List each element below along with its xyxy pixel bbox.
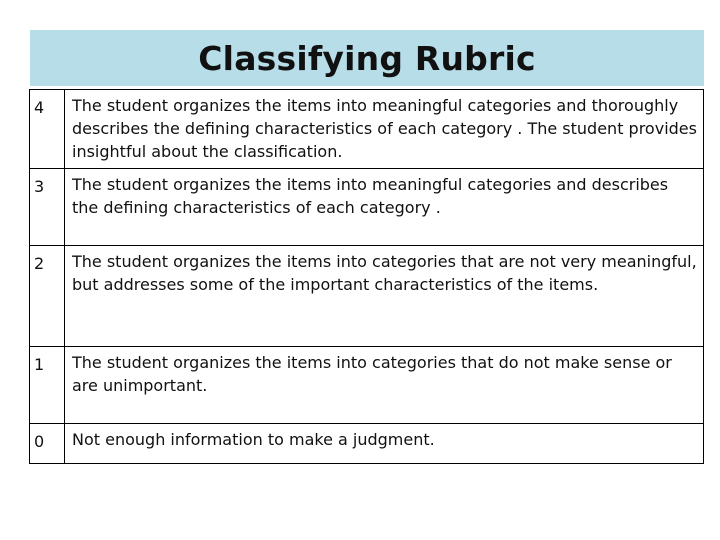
description-cell: The student organizes the items into categories that do not make sense or are unimportant.: [65, 347, 704, 424]
title-banner: [30, 30, 704, 86]
rubric-row-0: [30, 424, 704, 464]
score-cell: 0: [30, 424, 65, 464]
score-cell: 3: [30, 169, 65, 246]
rubric-row-4: [30, 90, 704, 169]
description-cell: The student organizes the items into meaningful categories and describes the defining characteristics of each category .: [65, 169, 704, 246]
score-cell: 2: [30, 246, 65, 347]
rubric-row-1: [30, 347, 704, 424]
score-cell: 1: [30, 347, 65, 424]
page-title: Classifying Rubric: [198, 38, 536, 78]
description-cell: Not enough information to make a judgment.: [65, 424, 704, 464]
description-cell: The student organizes the items into categories that are not very meaningful, but addresses some of the important characteristics of the items.: [65, 246, 704, 347]
description-cell: The student organizes the items into meaningful categories and thoroughly describes the defining characteristics of each category . The student provides insightful about the classification.: [65, 90, 704, 169]
score-cell: 4: [30, 90, 65, 169]
rubric-row-2: [30, 246, 704, 347]
rubric-row-3: [30, 169, 704, 246]
rubric-table: [29, 89, 704, 464]
